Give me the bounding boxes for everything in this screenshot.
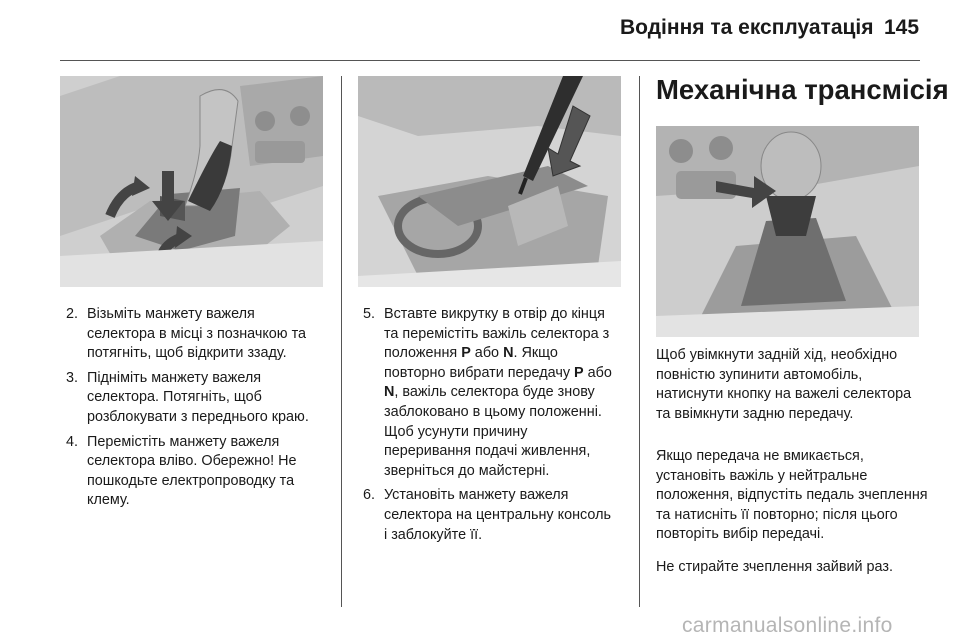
section-title: Механічна трансмісія	[656, 74, 949, 105]
list-item: 3. Підніміть манжету важеля селектора. Потягніть, щоб розблокувати з переднього краю.	[66, 369, 309, 425]
list-item: 6. Установіть манжету важеля селектора на центральну консоль і заблокуйте її.	[363, 487, 611, 543]
manual-gear-lever-illustration	[656, 126, 919, 337]
list-item: 4. Перемістіть манжету важеля селектора вліво. Обережно! Не пошкодьте електропроводку та клему.	[66, 433, 297, 509]
column2-steps	[363, 305, 613, 550]
page-number: 145	[884, 16, 920, 39]
column-divider-1	[341, 76, 342, 607]
list-item: 2. Візьміть манжету важеля селектора в місці з позначкою та потягніть, щоб відкрити ззаду.	[66, 306, 307, 362]
watermark: carmanualsonline.info	[682, 614, 893, 637]
screwdriver-release-illustration	[358, 76, 621, 287]
selector-boot-removal-illustration	[60, 76, 323, 287]
paragraph: Не стирайте зчеплення зайвий раз.	[656, 559, 893, 575]
page-header-title: Водіння та експлуатація	[620, 16, 874, 39]
paragraph: Щоб увімкнути задній хід, необхідно повністю зупинити автомобіль, натиснути кнопку на важелі селектора та ввімкнути задню передачу.	[656, 347, 912, 422]
header-divider	[60, 60, 920, 61]
column-divider-2	[639, 76, 640, 607]
list-item: 5. Вставте викрутку в отвір до кінця та перемістіть важіль селектора з положення P або N. Якщо повторно вибрати передачу P або N, важіль селектора буде знову заблоковано в цьому положенні. Щоб усунути причину переривання подачі живлення, зверніться до майстерні.	[363, 306, 612, 479]
column1-steps	[66, 305, 326, 516]
paragraph: Якщо передача не вмикається, установіть важіль у нейтральне положення, відпустіть педаль зчеплення та натисніть її повторно; після цього повторіть вибір передачі.	[656, 448, 928, 543]
